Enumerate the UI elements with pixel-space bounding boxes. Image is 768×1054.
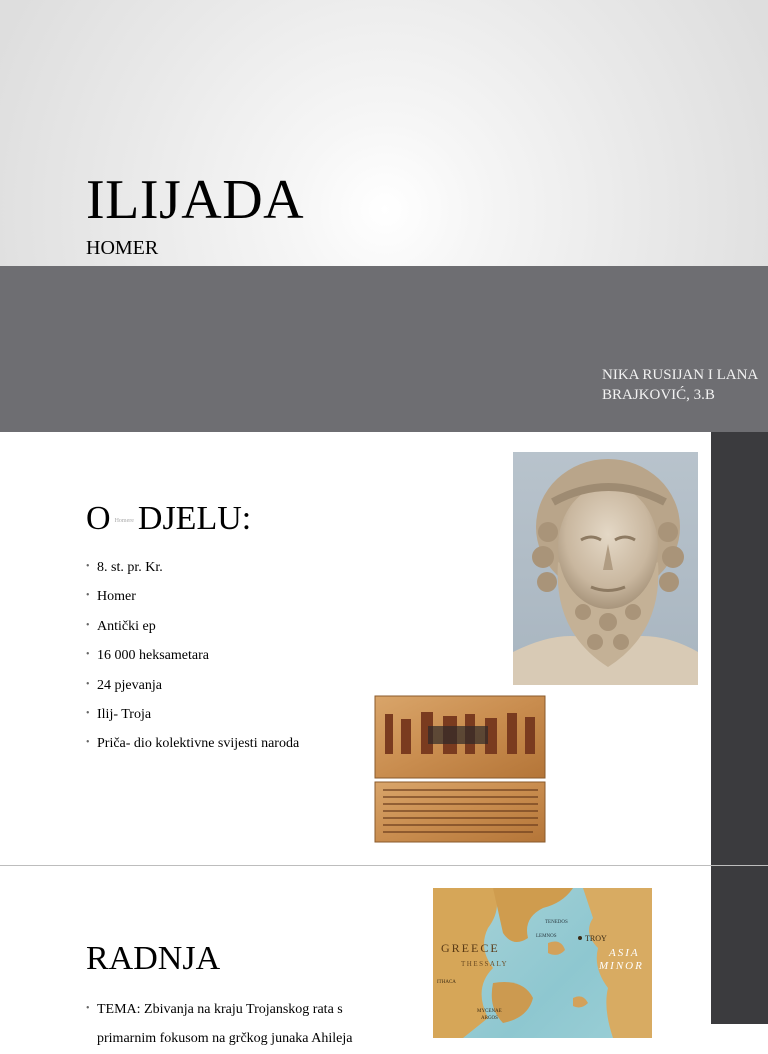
map-label-lemnos: LEMNOS	[536, 934, 557, 939]
map-label-mycenae: MYCENAE	[477, 1009, 502, 1014]
papyrus-image	[373, 694, 550, 846]
facts-list	[86, 553, 299, 759]
map-label-greece: GREECE	[441, 941, 500, 955]
plot-slide	[0, 866, 768, 1047]
map-label-troy: TROY	[585, 934, 607, 943]
list-item: • 24 pjevanja	[86, 671, 299, 700]
slide-sidebar	[711, 866, 768, 1024]
list-item: • TEMA: Zbivanja na kraju Trojanskog rata s primarnim fokusom na grčkog junaka Ahileja	[86, 995, 386, 1054]
map-label-ithaca: ITHACA	[437, 980, 456, 985]
list-item: • Ilij- Troja	[86, 700, 299, 729]
list-item: • 8. st. pr. Kr.	[86, 553, 299, 582]
about-work-slide	[0, 432, 768, 865]
slide-sidebar	[711, 432, 768, 865]
homer-bust-image	[513, 452, 698, 685]
list-item: • Antički ep	[86, 612, 299, 641]
heading-right: DJELU:	[137, 500, 252, 537]
list-item: • 16 000 heksametara	[86, 641, 299, 670]
greece-map-image	[433, 888, 652, 1038]
authors-text: NIKA RUSIJAN I LANA BRAJKOVIĆ, 3.B	[602, 367, 758, 403]
map-label-tenedos: TENEDOS	[545, 920, 568, 925]
heading-left: O	[86, 500, 111, 537]
map-label-minor: MINOR	[599, 960, 644, 972]
plot-list	[86, 995, 386, 1054]
list-item: • Priča- dio kolektivne svijesti naroda	[86, 729, 299, 758]
title-slide	[0, 0, 768, 432]
slide-heading: RADNJA	[86, 940, 221, 977]
heading-tiny-text: Homere	[114, 518, 134, 525]
map-label-argos: ARGOS	[481, 1016, 498, 1021]
map-label-asia: ASIA	[609, 947, 640, 959]
list-item: • Homer	[86, 582, 299, 611]
presentation-title: ILIJADA	[86, 169, 305, 231]
map-label-thessaly: THESSALY	[461, 960, 509, 968]
presentation-subtitle: HOMER	[86, 237, 159, 259]
title-band	[0, 266, 768, 432]
slide-heading	[86, 498, 251, 542]
